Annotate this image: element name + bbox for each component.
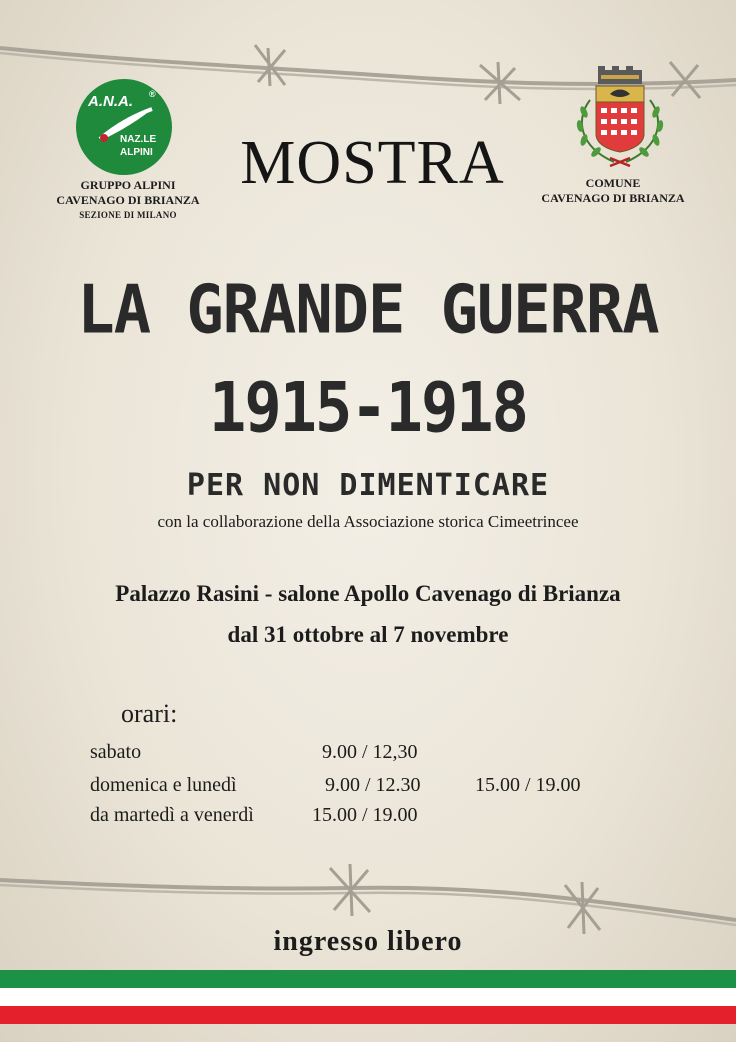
schedule-slot: 9.00 / 12,30 (322, 741, 418, 763)
right-caption (520, 176, 706, 206)
schedule-slot: 15.00 / 19.00 (475, 774, 581, 796)
schedule-slot: 15.00 / 19.00 (312, 804, 418, 826)
exhibition-years: 1915-1918 (209, 367, 527, 448)
municipal-crest-icon (568, 66, 672, 174)
ana-logo-bottom-text: NAZ.LE ALPINI (120, 134, 157, 158)
group-section: SEZIONE DI MILANO (79, 210, 177, 220)
flag-stripe-green (0, 970, 736, 988)
schedule-day: sabato (90, 741, 142, 763)
collaboration-note: con la collaborazione della Associazione storica Cimeetrincee (157, 512, 579, 531)
flag-stripe-red (0, 1006, 736, 1024)
free-entry-note: ingresso libero (273, 926, 463, 957)
ana-logo (76, 79, 172, 175)
flag-stripe-white (0, 988, 736, 1006)
exhibition-title: LA GRANDE GUERRA (77, 270, 659, 349)
municipality-name: CAVENAGO DI BRIANZA (541, 191, 685, 205)
ana-logo-top-text: A.N.A. (88, 93, 133, 110)
group-town: CAVENAGO DI BRIANZA (56, 193, 200, 207)
municipality-label: COMUNE (585, 176, 641, 190)
exhibition-dates: dal 31 ottobre al 7 novembre (227, 622, 509, 647)
group-name: GRUPPO ALPINI (80, 178, 176, 192)
schedule-slot: 9.00 / 12.30 (325, 774, 421, 796)
schedule-day: da martedì a venerdì (90, 804, 254, 826)
schedule-day: domenica e lunedì (90, 774, 237, 796)
exhibition-subtitle: PER NON DIMENTICARE (186, 468, 550, 503)
schedule-title: orari: (121, 699, 178, 728)
registered-mark: ® (149, 89, 156, 99)
left-caption (38, 178, 218, 223)
page-title: MOSTRA (240, 129, 505, 197)
venue: Palazzo Rasini - salone Apollo Cavenago di Brianza (115, 581, 621, 606)
